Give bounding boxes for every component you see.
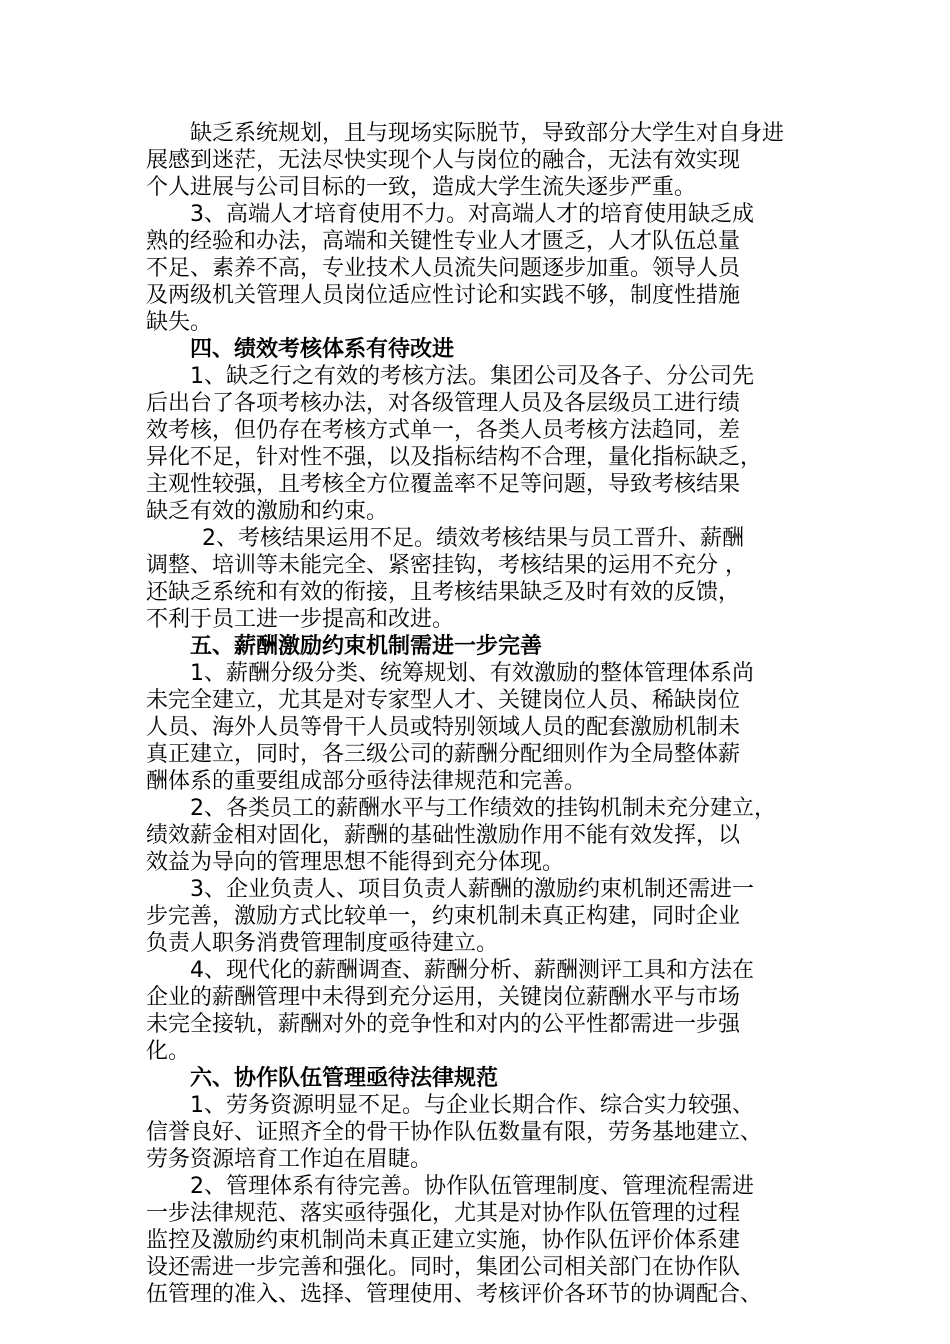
text-line: 未完全接轨，薪酬对外的竞争性和对内的公平性都需进一步强: [146, 1012, 741, 1037]
text-line: 3、高端人才培育使用不力。对高端人才的培育使用缺乏成: [190, 202, 754, 227]
text-line: 2、各类员工的薪酬水平与工作绩效的挂钩机制未充分建立，: [190, 796, 776, 821]
section-heading: [146, 336, 822, 363]
text-line: 设还需进一步完善和强化。同时，集团公司相关部门在协作队: [146, 1255, 741, 1280]
text-line: 4、现代化的薪酬调查、薪酬分析、薪酬测评工具和方法在: [190, 958, 754, 983]
section-heading: [146, 1065, 822, 1092]
text-line: 3、企业负责人、项目负责人薪酬的激励约束机制还需进一: [190, 877, 754, 902]
text-line: 酬体系的重要组成部分亟待法律规范和完善。: [146, 769, 587, 794]
text-line: 2、考核结果运用不足。绩效考核结果与员工晋升、薪酬: [202, 526, 744, 551]
text-line: 不足、素养不高，专业技术人员流失问题逐步加重。领导人员: [146, 256, 741, 281]
text-line: 展感到迷茫，无法尽快实现个人与岗位的融合，无法有效实现: [146, 148, 741, 173]
heading-text: 五、薪酬激励约束机制需进一步完善: [190, 634, 543, 659]
heading-text: 六、协作队伍管理亟待法律规范: [190, 1066, 499, 1091]
text-line: 缺乏系统规划，且与现场实际脱节，导致部分大学生对自身进: [190, 121, 785, 146]
text-line: 1、缺乏行之有效的考核方法。集团公司及各子、分公司先: [190, 364, 754, 389]
text-line: 不利于员工进一步提高和改进。: [146, 607, 455, 632]
paragraph: [146, 957, 822, 1065]
section-heading: [146, 633, 822, 660]
text-line: 真正建立，同时，各三级公司的薪酬分配细则作为全局整体薪: [146, 742, 741, 767]
text-line: 后出台了各项考核办法，对各级管理人员及各层级员工进行绩: [146, 391, 741, 416]
paragraph: [146, 525, 822, 633]
text-line: 伍管理的准入、选择、管理使用、考核评价各环节的协调配合、: [146, 1282, 763, 1307]
paragraph: [146, 660, 822, 795]
text-line: 劳务资源培育工作迫在眉睫。: [146, 1147, 433, 1172]
text-line: 企业的薪酬管理中未得到充分运用，关键岗位薪酬水平与市场: [146, 985, 741, 1010]
text-line: 监控及激励约束机制尚未真正建立实施，协作队伍评价体系建: [146, 1228, 741, 1253]
text-line: 2、管理体系有待完善。协作队伍管理制度、管理流程需进: [190, 1174, 754, 1199]
text-line: 人员、海外人员等骨干人员或特别领域人员的配套激励机制未: [146, 715, 741, 740]
text-line: 绩效薪金相对固化，薪酬的基础性激励作用不能有效发挥，以: [146, 823, 741, 848]
text-line: 效考核，但仍存在考核方式单一，各类人员考核方法趋同，差: [146, 418, 741, 443]
paragraph: [146, 1092, 822, 1173]
heading-text: 四、绩效考核体系有待改进: [190, 337, 455, 362]
text-line: 一步法律规范、落实亟待强化，尤其是对协作队伍管理的过程: [146, 1201, 741, 1226]
text-line: 未完全建立，尤其是对专家型人才、关键岗位人员、稀缺岗位: [146, 688, 741, 713]
text-line: 1、薪酬分级分类、统筹规划、有效激励的整体管理体系尚: [190, 661, 754, 686]
paragraph: [146, 795, 822, 876]
text-line: 还缺乏系统和有效的衔接，且考核结果缺乏及时有效的反馈，: [146, 580, 741, 605]
text-line: 化。: [146, 1039, 191, 1064]
text-line: 1、劳务资源明显不足。与企业长期合作、综合实力较强、: [190, 1093, 754, 1118]
text-line: 缺失。: [146, 310, 213, 335]
paragraph: [146, 201, 822, 336]
paragraph: [146, 120, 822, 201]
document-page: [146, 120, 822, 1308]
text-line: 个人进展与公司目标的一致，造成大学生流失逐步严重。: [146, 175, 697, 200]
paragraph: [146, 876, 822, 957]
text-line: 缺乏有效的激励和约束。: [146, 499, 389, 524]
text-line: 调整、培训等未能完全、紧密挂钩，考核结果的运用不充分 ，: [146, 553, 747, 578]
text-line: 异化不足，针对性不强，以及指标结构不合理，量化指标缺乏，: [146, 445, 763, 470]
paragraph: [146, 363, 822, 525]
text-line: 主观性较强，且考核全方位覆盖率不足等问题，导致考核结果: [146, 472, 741, 497]
text-line: 负责人职务消费管理制度亟待建立。: [146, 931, 499, 956]
text-line: 效益为导向的管理思想不能得到充分体现。: [146, 850, 565, 875]
text-line: 熟的经验和办法，高端和关键性专业人才匮乏，人才队伍总量: [146, 229, 741, 254]
text-line: 信誉良好、证照齐全的骨干协作队伍数量有限，劳务基地建立、: [146, 1120, 763, 1145]
text-line: 及两级机关管理人员岗位适应性讨论和实践不够，制度性措施: [146, 283, 741, 308]
paragraph: [146, 1173, 822, 1308]
text-line: 步完善，激励方式比较单一，约束机制未真正构建，同时企业: [146, 904, 741, 929]
